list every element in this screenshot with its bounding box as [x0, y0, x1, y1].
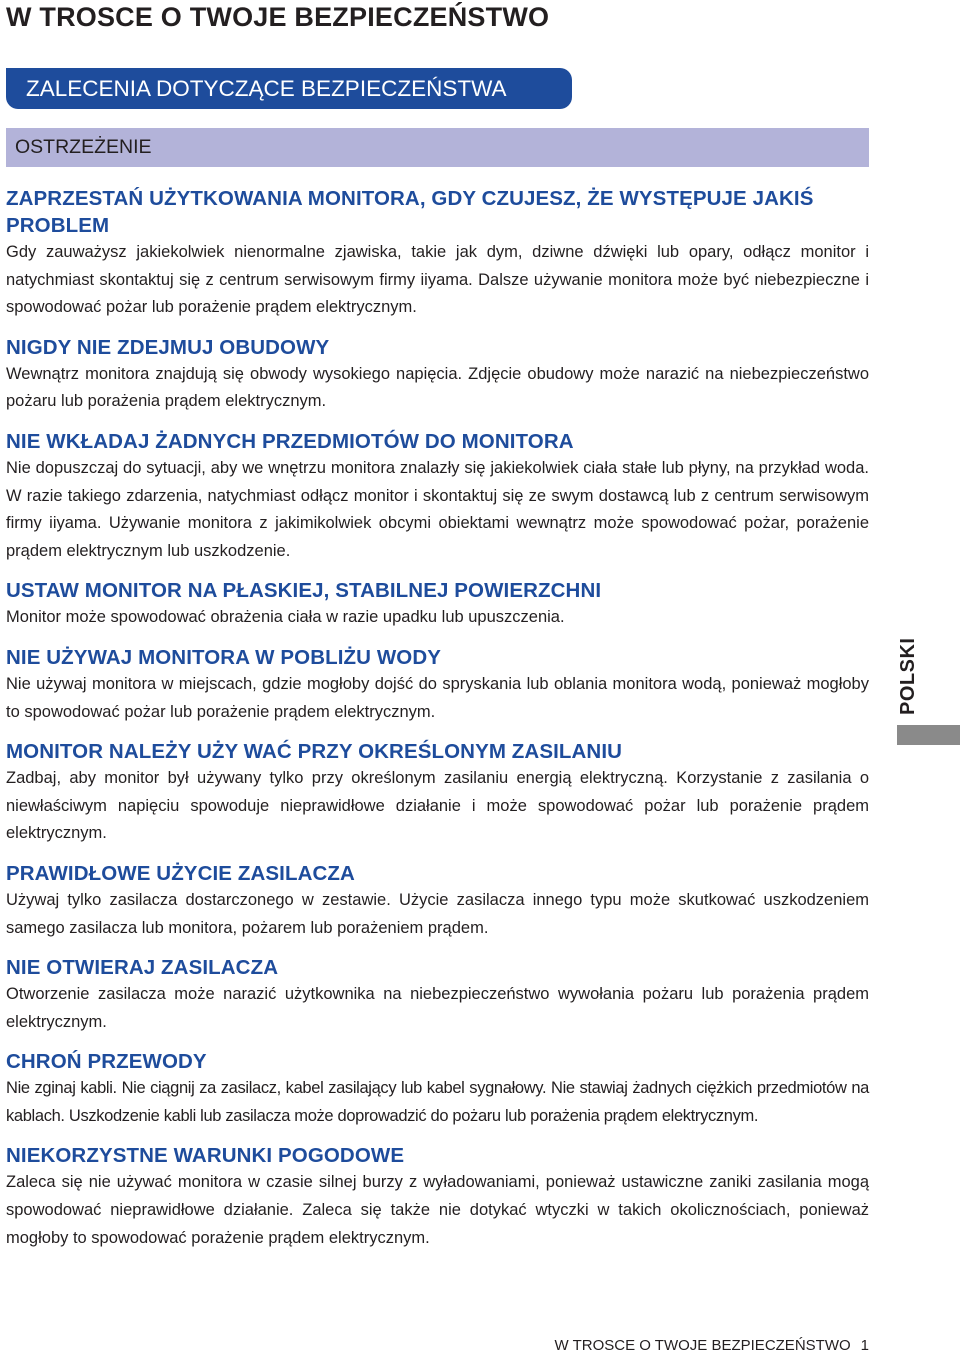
section-body: Monitor może spowodować obrażenia ciała w razie upadku lub upuszczenia. [6, 608, 565, 627]
section-body: Otworzenie zasilacza może narazić użytkownika na niebezpieczeństwo wywołania pożaru lub porażenia prądem elektrycznym. [6, 985, 869, 1031]
page-number: 1 [860, 1337, 869, 1354]
section-protect-cables [6, 1048, 869, 1130]
section-heading: PRAWIDŁOWE UŻYCIE ZASILACZA [6, 861, 355, 885]
footer-title: W TROSCE O TWOJE BEZPIECZEŃSTWO [554, 1337, 851, 1354]
page-footer [555, 1337, 869, 1354]
page-title: W TROSCE O TWOJE BEZPIECZEŃSTWO [6, 2, 550, 32]
section-stop-using [6, 185, 869, 322]
section-body: Nie używaj monitora w miejscach, gdzie mogłoby dojść do spryskania lub oblania monitora wodą, ponieważ mogłoby to spowodować pożar lub porażenie prądem elektrycznym. [6, 674, 869, 721]
section-heading: ZAPRZESTAŃ UŻYTKOWANIA MONITORA, GDY CZUJESZ, ŻE WYSTĘPUJE JAKIŚ PROBLEM [6, 187, 814, 237]
section-body: Nie dopuszczaj do sytuacji, aby we wnętrzu monitora znalazły się jakiekolwiek ciała stałe lub płyny, na przykład woda. W razie takiego zdarzenia, natychmiast odłącz monitor i skontaktuj się ze swym dostawcą lub z centrum serwisowym firmy iiyama. Używanie monitora z jakimikolwiek obcymi obiektami wewnątrz może spowodować pożar, porażenie prądem elektrycznym lub uszkodzenie. [6, 458, 869, 560]
section-heading: NIEKORZYSTNE WARUNKI POGODOWE [6, 1144, 405, 1168]
section-flat-surface [6, 577, 869, 632]
section-body: Gdy zauważysz jakiekolwiek nienormalne zjawiska, takie jak dym, dziwne dźwięki lub opary, odłącz monitor i natychmiast skontaktuj się z centrum serwisowym firmy iiyama. Dalsze używanie monitora może być niebezpieczne i spowodować pożar lub porażenie prądem elektrycznym. [6, 243, 869, 317]
safety-sections [6, 185, 869, 1264]
section-weather [6, 1142, 869, 1252]
section-body: Zadbaj, aby monitor był używany tylko przy określonym zasilaniu energią elektryczną. Korzystanie z zasilania o niewłaściwym napięciu spowoduje nieprawidłowe działanie i może spowodować pożar lub porażenie prądem elektrycznym. [6, 769, 869, 843]
section-heading: NIE UŻYWAJ MONITORA W POBLIŻU WODY [6, 645, 442, 669]
safety-recommendations-banner: ZALECENIA DOTYCZĄCE BEZPIECZEŃSTWA [6, 68, 572, 109]
language-tab-bar [897, 725, 960, 745]
section-do-not-open-adapter [6, 954, 869, 1036]
section-body: Wewnątrz monitora znajdują się obwody wysokiego napięcia. Zdjęcie obudowy może narazić na niebezpieczeństwo pożaru lub porażenia prądem elektrycznym. [6, 364, 869, 411]
warning-label: OSTRZEŻENIE [6, 128, 869, 167]
section-adapter-use [6, 860, 869, 942]
section-body: Nie zginaj kabli. Nie ciągnij za zasilacz, kabel zasilający lub kabel sygnałowy. Nie stawiaj żadnych ciężkich przedmiotów na kablach. Uszkodzenie kabli lub zasilacza może doprowadzić do pożaru lub porażenia prądem elektrycznym. [6, 1079, 869, 1125]
section-no-objects [6, 428, 869, 565]
section-near-water [6, 644, 869, 726]
section-heading: USTAW MONITOR NA PŁASKIEJ, STABILNEJ POWIERZCHNI [6, 579, 602, 603]
section-body: Zaleca się nie używać monitora w czasie silnej burzy z wyładowaniami, ponieważ ustawiczne zaniki zasilania mogą spowodować nieprawidłowe działanie. Zaleca się także nie dotykać wtyczki w takich okolicznościach, ponieważ mogłoby to spowodować porażenie prądem elektrycznym. [6, 1173, 869, 1247]
section-power-supply [6, 738, 869, 848]
section-heading: MONITOR NALEŻY UŻY WAĆ PRZY OKREŚLONYM ZASILANIU [6, 740, 623, 764]
section-heading: CHROŃ PRZEWODY [6, 1050, 207, 1074]
section-never-remove-case [6, 334, 869, 416]
language-tab-label: POLSKI [897, 637, 919, 715]
section-body: Używaj tylko zasilacza dostarczonego w zestawie. Użycie zasilacza innego typu może skutkować uszkodzeniem samego zasilacza lub monitora, pożarem lub porażeniem prądem. [6, 890, 869, 937]
section-heading: NIGDY NIE ZDEJMUJ OBUDOWY [6, 335, 330, 359]
section-heading: NIE OTWIERAJ ZASILACZA [6, 956, 279, 980]
section-heading: NIE WKŁADAJ ŻADNYCH PRZEDMIOTÓW DO MONITORA [6, 429, 574, 453]
